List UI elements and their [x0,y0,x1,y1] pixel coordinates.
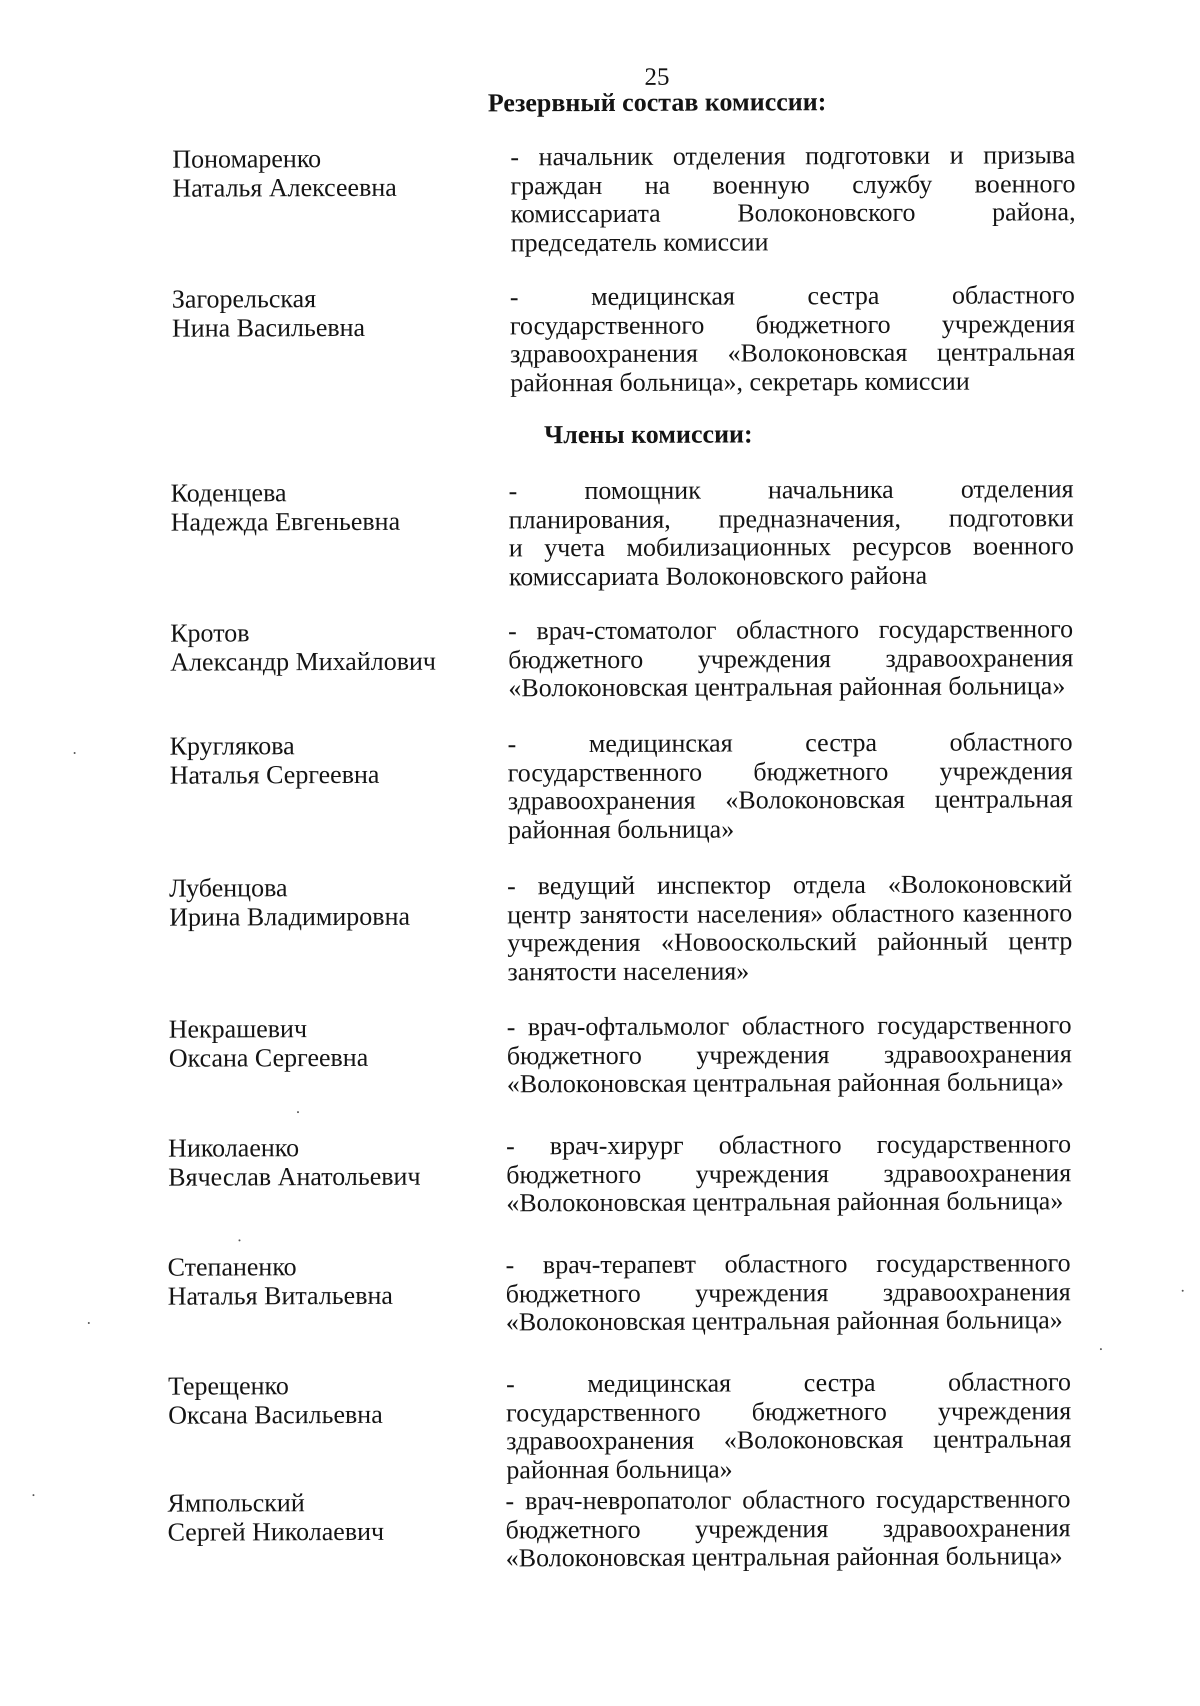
given-names: Оксана Сергеевна [168,1042,369,1073]
position-line: комиссариата Волоконовского района [508,560,928,591]
scan-speck [1182,1290,1184,1292]
position-line: - ведущий инспектор отдела «Волоконовский [507,869,1073,901]
position-line: - врач-хирург областного государственного [506,1129,1072,1161]
position-line: учреждения «Новооскольский районный центр [507,926,1073,958]
position-line: комиссариата Волоконовского района, [510,197,1076,229]
scan-speck [238,1239,240,1241]
surname: Загорельская [171,284,317,314]
position-description [507,1011,1072,1099]
position-line: бюджетного учреждения здравоохранения [505,1276,1071,1308]
position-line: «Волоконовская центральная районная больница» [506,1067,1064,1099]
given-names: Оксана Васильевна [168,1399,383,1430]
person-name [169,872,489,931]
person-name [170,730,490,789]
position-line: здравоохранения «Волоконовская центральная [510,337,1076,369]
position-line: - врач-терапевт областного государственного [505,1248,1071,1280]
scan-speck [32,1494,34,1496]
position-line: - врач-стоматолог областного государственного [508,614,1074,646]
given-names: Наталья Сергеевна [169,759,380,790]
scan-speck [88,1322,90,1324]
given-names: Нина Васильевна [171,312,366,343]
surname: Ямпольский [167,1488,305,1518]
person-name [167,1487,487,1546]
person-name [168,1132,488,1191]
members-heading: Члены комиссии: [544,419,753,450]
surname: Круглякова [169,731,295,761]
person-name [168,1251,488,1310]
given-names: Сергей Николаевич [167,1516,385,1547]
position-description [508,615,1073,703]
position-line: бюджетного учреждения здравоохранения [508,642,1074,674]
reserve-heading: Резервный состав комиссии: [487,87,827,118]
position-description [510,281,1075,397]
position-line: граждан на военную службу военного [510,168,1076,200]
surname: Степаненко [167,1252,297,1282]
surname: Пономаренко [172,144,322,174]
position-line: - врач-офтальмолог областного государственного [506,1010,1072,1042]
person-name [168,1370,488,1429]
position-line: бюджетного учреждения здравоохранения [505,1512,1071,1544]
position-line: «Волоконовская центральная районная больница» [506,1186,1064,1218]
scan-speck [74,752,76,754]
position-line: бюджетного учреждения здравоохранения [506,1038,1072,1070]
position-line: здравоохранения «Волоконовская центральная [507,784,1073,816]
position-description [506,1130,1071,1218]
scan-speck [1100,1348,1102,1350]
surname: Терещенко [167,1371,289,1401]
given-names: Вячеслав Анатольевич [168,1161,421,1192]
person-name [170,617,490,676]
position-line: - начальник отделения подготовки и призыва [510,140,1076,172]
position-line: районная больница», секретарь комиссии [510,366,970,397]
position-line: - помощник начальника отделения [508,474,1074,506]
position-line: - медицинская сестра областного [505,1367,1072,1399]
position-line: - медицинская сестра областного [507,727,1073,759]
surname: Коденцева [170,478,287,508]
position-line: районная больница» [507,813,735,844]
position-line: планирования, предназначения, подготовки [508,502,1074,534]
position-description [508,728,1073,844]
person-name [171,477,491,536]
position-line: «Волоконовская центральная районная больница» [508,671,1066,703]
surname: Кротов [170,618,250,648]
position-description [506,1249,1071,1337]
position-line: здравоохранения «Волоконовская центральная [506,1424,1072,1456]
surname: Лубенцова [169,873,288,903]
scan-speck [297,1111,299,1113]
position-line: бюджетного учреждения здравоохранения [506,1157,1072,1189]
position-line: - врач-невропатолог областного государственного [505,1484,1071,1516]
person-name [172,143,492,202]
position-description [506,1368,1071,1484]
given-names: Наталья Алексеевна [172,172,397,203]
person-name [169,1013,489,1072]
given-names: Наталья Витальевна [167,1280,393,1311]
position-description [510,141,1075,257]
given-names: Ирина Владимировна [169,901,411,932]
position-line: государственного бюджетного учреждения [509,308,1076,340]
position-description [505,1485,1070,1573]
position-line: центр занятости населения» областного казенного [507,897,1073,929]
position-line: занятости населения» [507,955,750,986]
position-line: «Волоконовская центральная районная больница» [505,1305,1063,1337]
surname: Николаенко [168,1133,300,1163]
position-line: государственного бюджетного учреждения [507,755,1073,787]
person-name [172,283,492,342]
page-number: 25 [644,63,670,91]
position-line: - медицинская сестра областного [509,280,1075,312]
position-line: районная больница» [506,1453,733,1484]
given-names: Надежда Евгеньевна [170,506,401,537]
position-line: и учета мобилизационных ресурсов военного [508,531,1074,563]
position-description [509,475,1074,591]
position-line: государственного бюджетного учреждения [506,1395,1072,1427]
position-line: председатель комиссии [510,226,769,257]
surname: Некрашевич [168,1014,308,1044]
position-line: «Волоконовская центральная районная больница» [505,1541,1063,1573]
position-description [507,870,1072,986]
given-names: Александр Михайлович [170,646,437,677]
